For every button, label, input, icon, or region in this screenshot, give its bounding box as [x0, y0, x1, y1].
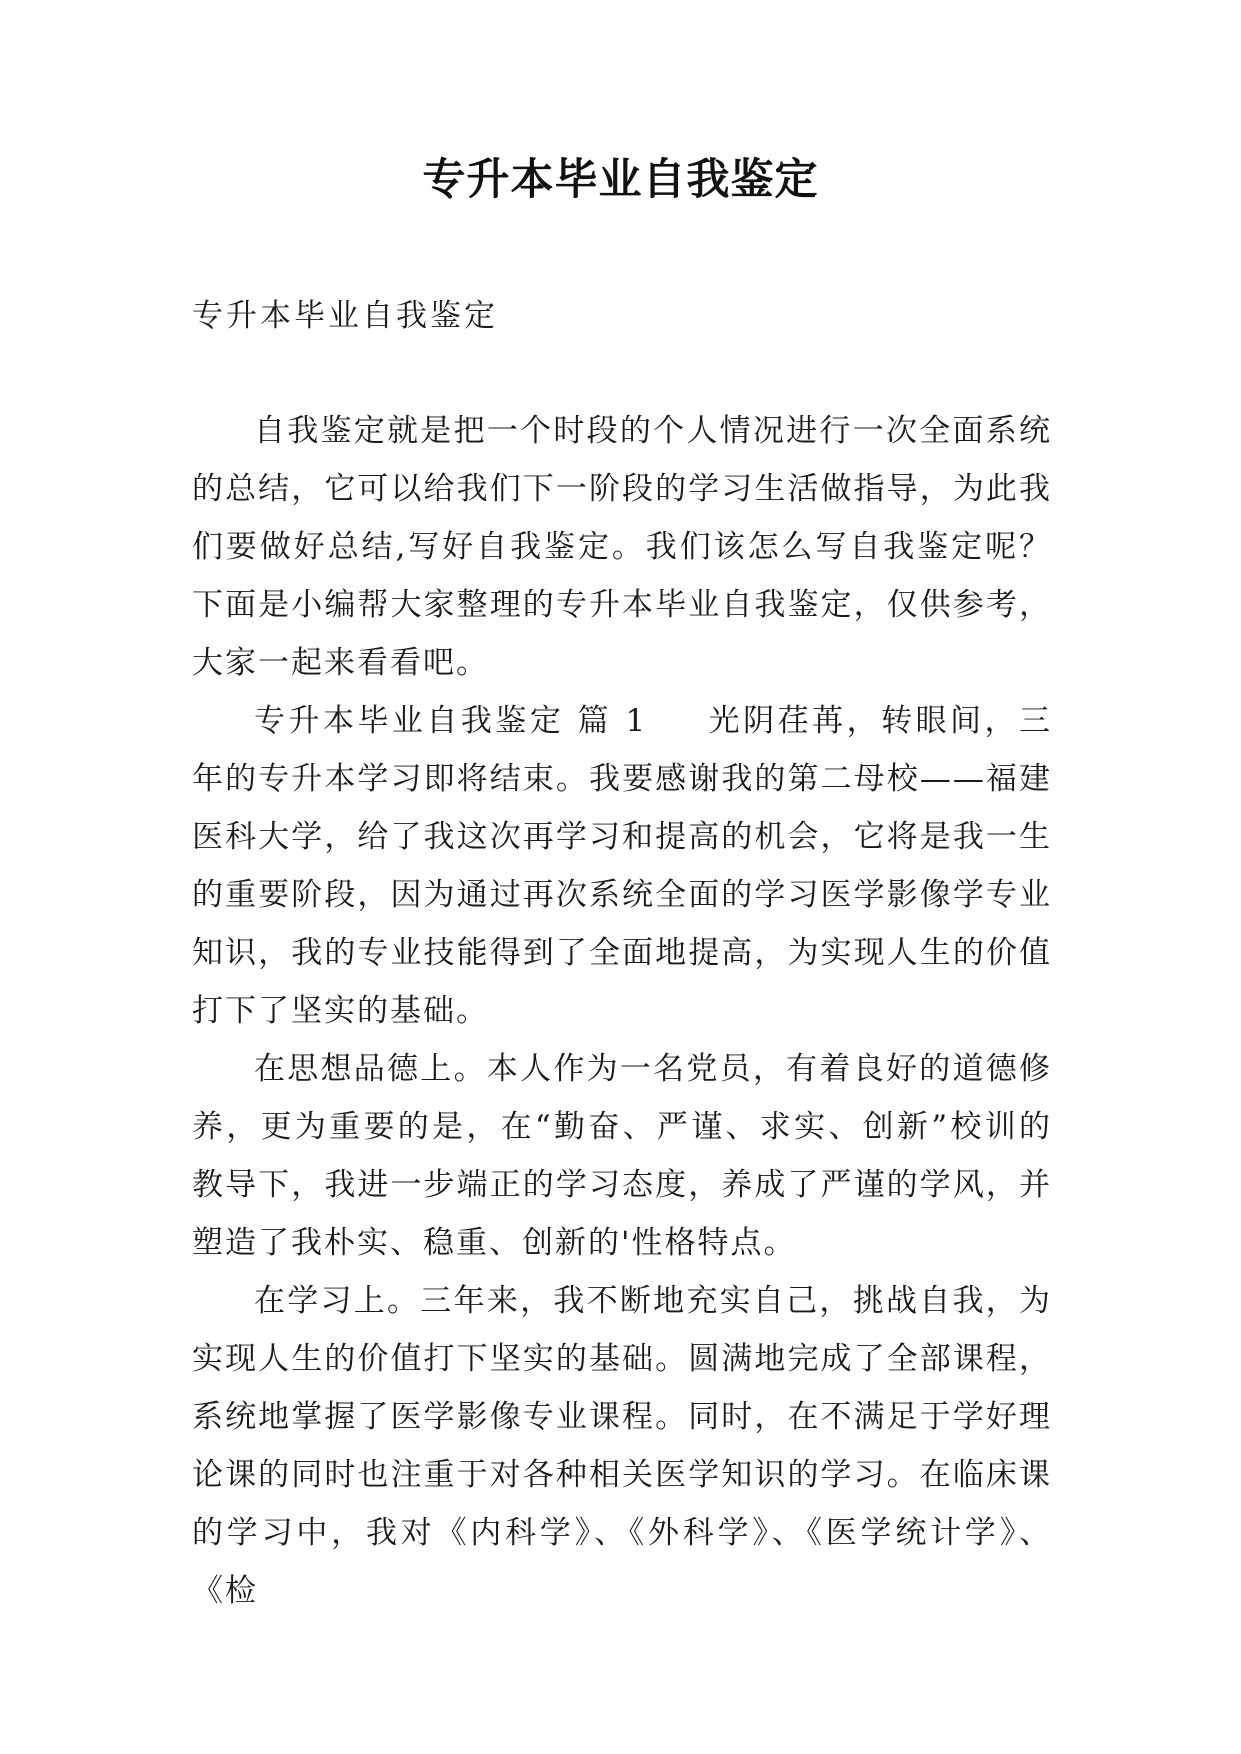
intro-paragraph: 自我鉴定就是把一个时段的个人情况进行一次全面系统的总结，它可以给我们下一阶段的学习生活做指导，为此我们要做好总结,写好自我鉴定。我们该怎么写自我鉴定呢？下面是小编帮大家整理的专升本毕业自我鉴定，仅供参考，大家一起来看看吧。 — [192, 413, 1052, 681]
section-heading: 专升本毕业自我鉴定 篇 1 — [254, 703, 648, 739]
document-title: 专升本毕业自我鉴定 — [422, 155, 819, 205]
document-body — [192, 402, 1052, 1620]
section-1-paragraph — [192, 692, 1052, 1040]
study-paragraph: 在学习上。三年来，我不断地充实自己，挑战自我，为实现人生的价值打下坚实的基础。圆满地完成了全部课程，系统地掌握了医学影像专业课程。同时，在不满足于学好理论课的同时也注重于对各种相关医学知识的学习。在临床课的学习中，我对《内科学》、《外科学》、《医学统计学》、《检 — [192, 1283, 1052, 1609]
section-1-text: 光阴荏苒，转眼间，三年的专升本学习即将结束。我要感谢我的第二母校——福建医科大学，给了我这次再学习和提高的机会，它将是我一生的重要阶段，因为通过再次系统全面的学习医学影像学专业知识，我的专业技能得到了全面地提高，为实现人生的价值打下了坚实的基础。 — [192, 703, 1053, 1029]
document-subtitle: 专升本毕业自我鉴定 — [192, 298, 498, 334]
ethics-paragraph: 在思想品德上。本人作为一名党员，有着良好的道德修养，更为重要的是，在“勤奋、严谨、求实、创新”校训的教导下，我进一步端正的学习态度，养成了严谨的学风，并塑造了我朴实、稳重、创新的'性格特点。 — [192, 1051, 1052, 1261]
